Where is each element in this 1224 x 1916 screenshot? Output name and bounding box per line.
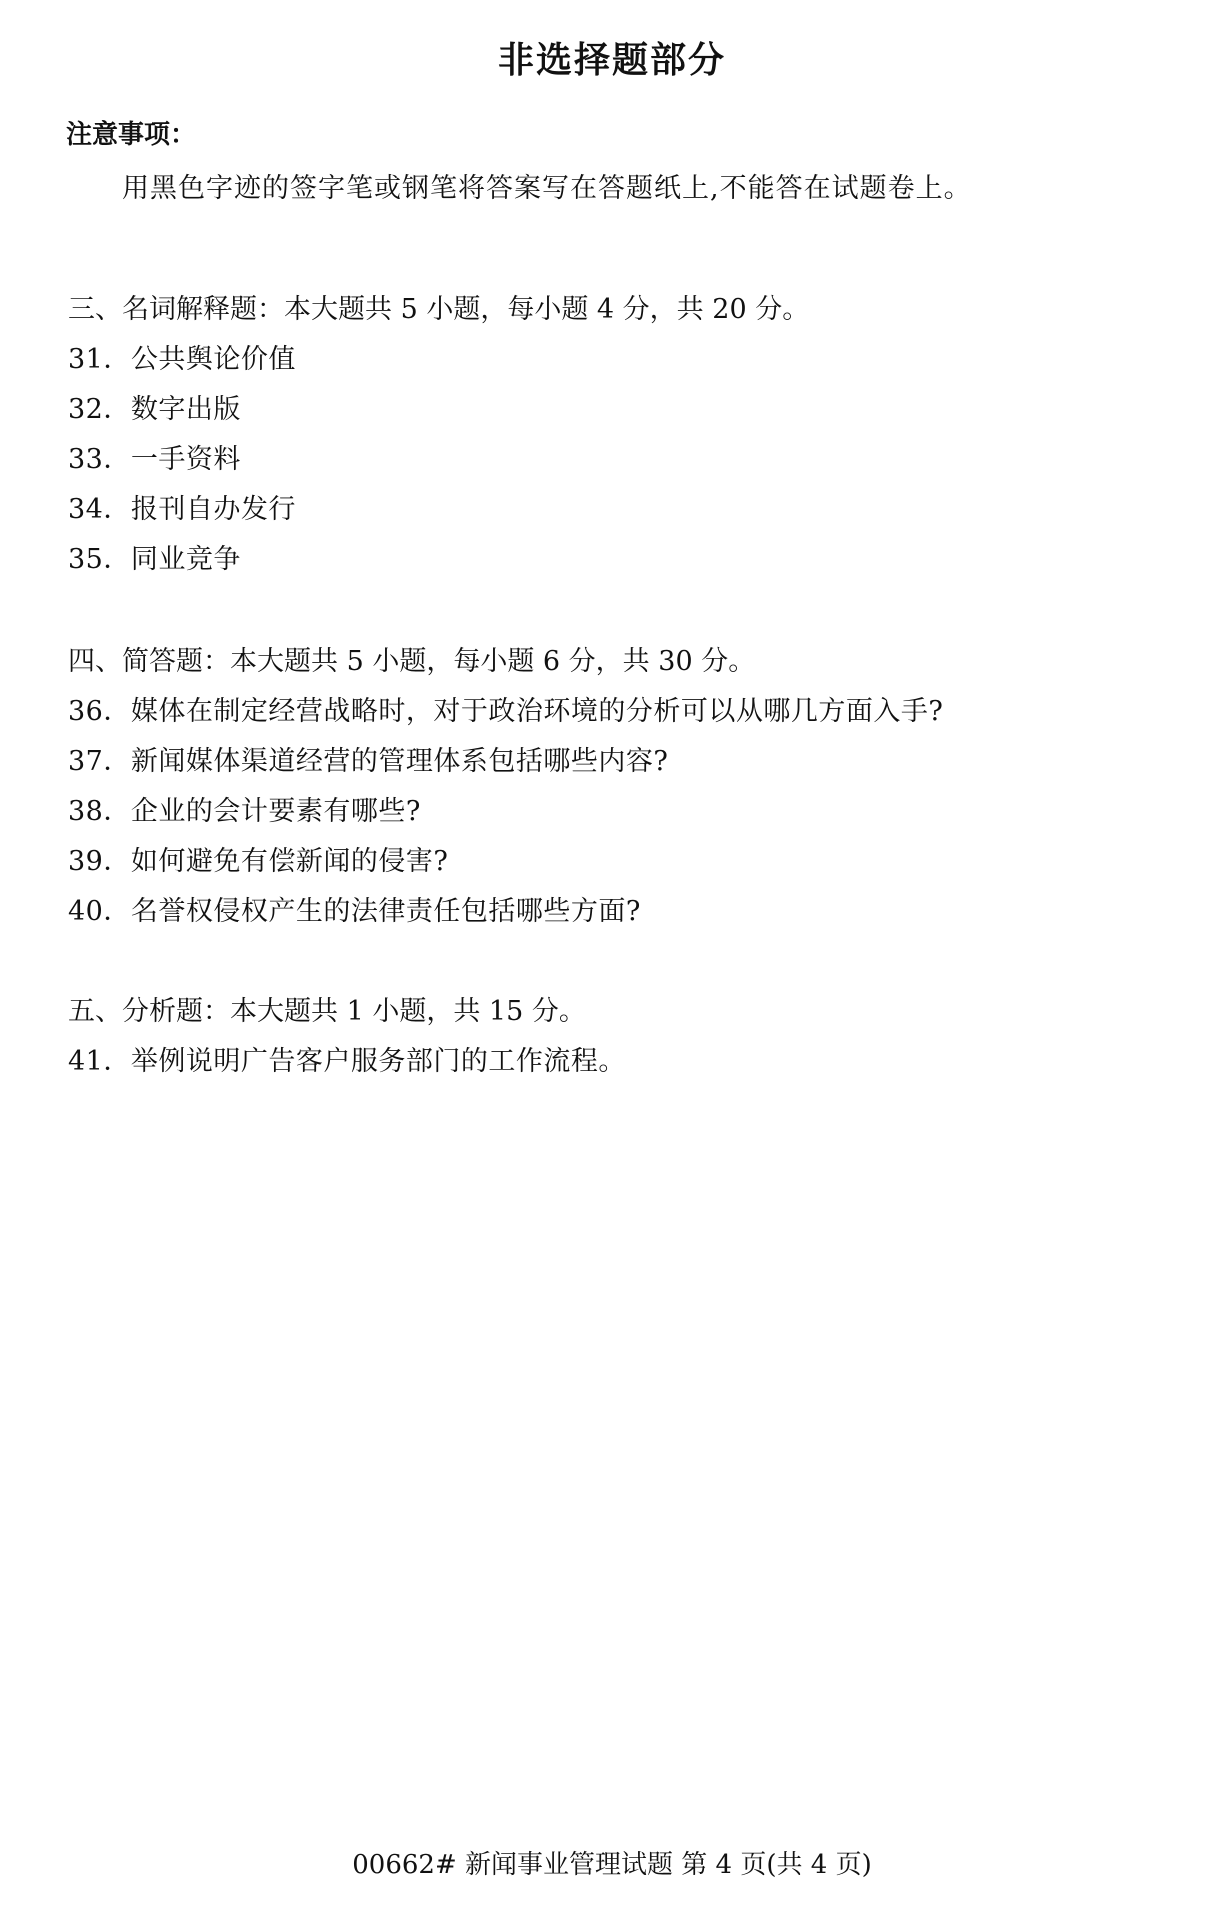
page-footer: 00662# 新闻事业管理试题 第 4 页(共 4 页) bbox=[352, 1850, 872, 1880]
question-item bbox=[68, 744, 1148, 780]
question-text: 一手资料 bbox=[130, 444, 241, 475]
question-text: 同业竞争 bbox=[130, 544, 241, 575]
question-number: 35． bbox=[68, 544, 131, 575]
question-number: 38． bbox=[68, 796, 131, 827]
question-item bbox=[68, 392, 1148, 428]
question-number: 37． bbox=[68, 746, 131, 777]
question-number: 32． bbox=[68, 394, 131, 425]
question-number: 31． bbox=[68, 344, 131, 375]
section-analysis bbox=[68, 994, 1148, 1094]
question-text: 新闻媒体渠道经营的管理体系包括哪些内容? bbox=[130, 746, 669, 777]
question-item bbox=[68, 694, 1148, 730]
notice-heading: 注意事项： bbox=[66, 120, 197, 150]
question-item bbox=[68, 442, 1148, 478]
question-number: 39． bbox=[68, 846, 131, 877]
question-item bbox=[68, 492, 1148, 528]
section-header: 四、简答题：本大题共 5 小题，每小题 6 分，共 30 分。 bbox=[68, 646, 756, 677]
section-header: 三、名词解释题：本大题共 5 小题，每小题 4 分，共 20 分。 bbox=[68, 294, 810, 325]
page-title: 非选择题部分 bbox=[497, 40, 726, 81]
question-text: 名誉权侵权产生的法律责任包括哪些方面? bbox=[130, 896, 641, 927]
question-number: 41． bbox=[68, 1046, 131, 1077]
question-item bbox=[68, 844, 1148, 880]
section-header: 五、分析题：本大题共 1 小题，共 15 分。 bbox=[68, 996, 586, 1027]
question-item bbox=[68, 1044, 1148, 1080]
question-text: 数字出版 bbox=[130, 394, 241, 425]
section-term-explanation bbox=[68, 292, 1148, 592]
question-item bbox=[68, 894, 1148, 930]
question-number: 33． bbox=[68, 444, 131, 475]
question-text: 企业的会计要素有哪些? bbox=[130, 796, 421, 827]
notice-body: 用黑色字迹的签字笔或钢笔将答案写在答题纸上,不能答在试题卷上。 bbox=[122, 173, 972, 204]
question-item bbox=[68, 542, 1148, 578]
question-number: 36． bbox=[68, 696, 131, 727]
question-text: 媒体在制定经营战略时，对于政治环境的分析可以从哪几方面入手? bbox=[130, 696, 944, 727]
question-text: 报刊自办发行 bbox=[130, 494, 296, 525]
question-number: 40． bbox=[68, 896, 131, 927]
question-text: 如何避免有偿新闻的侵害? bbox=[130, 846, 449, 877]
section-short-answer bbox=[68, 644, 1148, 944]
question-text: 举例说明广告客户服务部门的工作流程。 bbox=[130, 1046, 626, 1077]
question-item bbox=[68, 794, 1148, 830]
question-item bbox=[68, 342, 1148, 378]
question-number: 34． bbox=[68, 494, 131, 525]
question-text: 公共舆论价值 bbox=[130, 344, 296, 375]
